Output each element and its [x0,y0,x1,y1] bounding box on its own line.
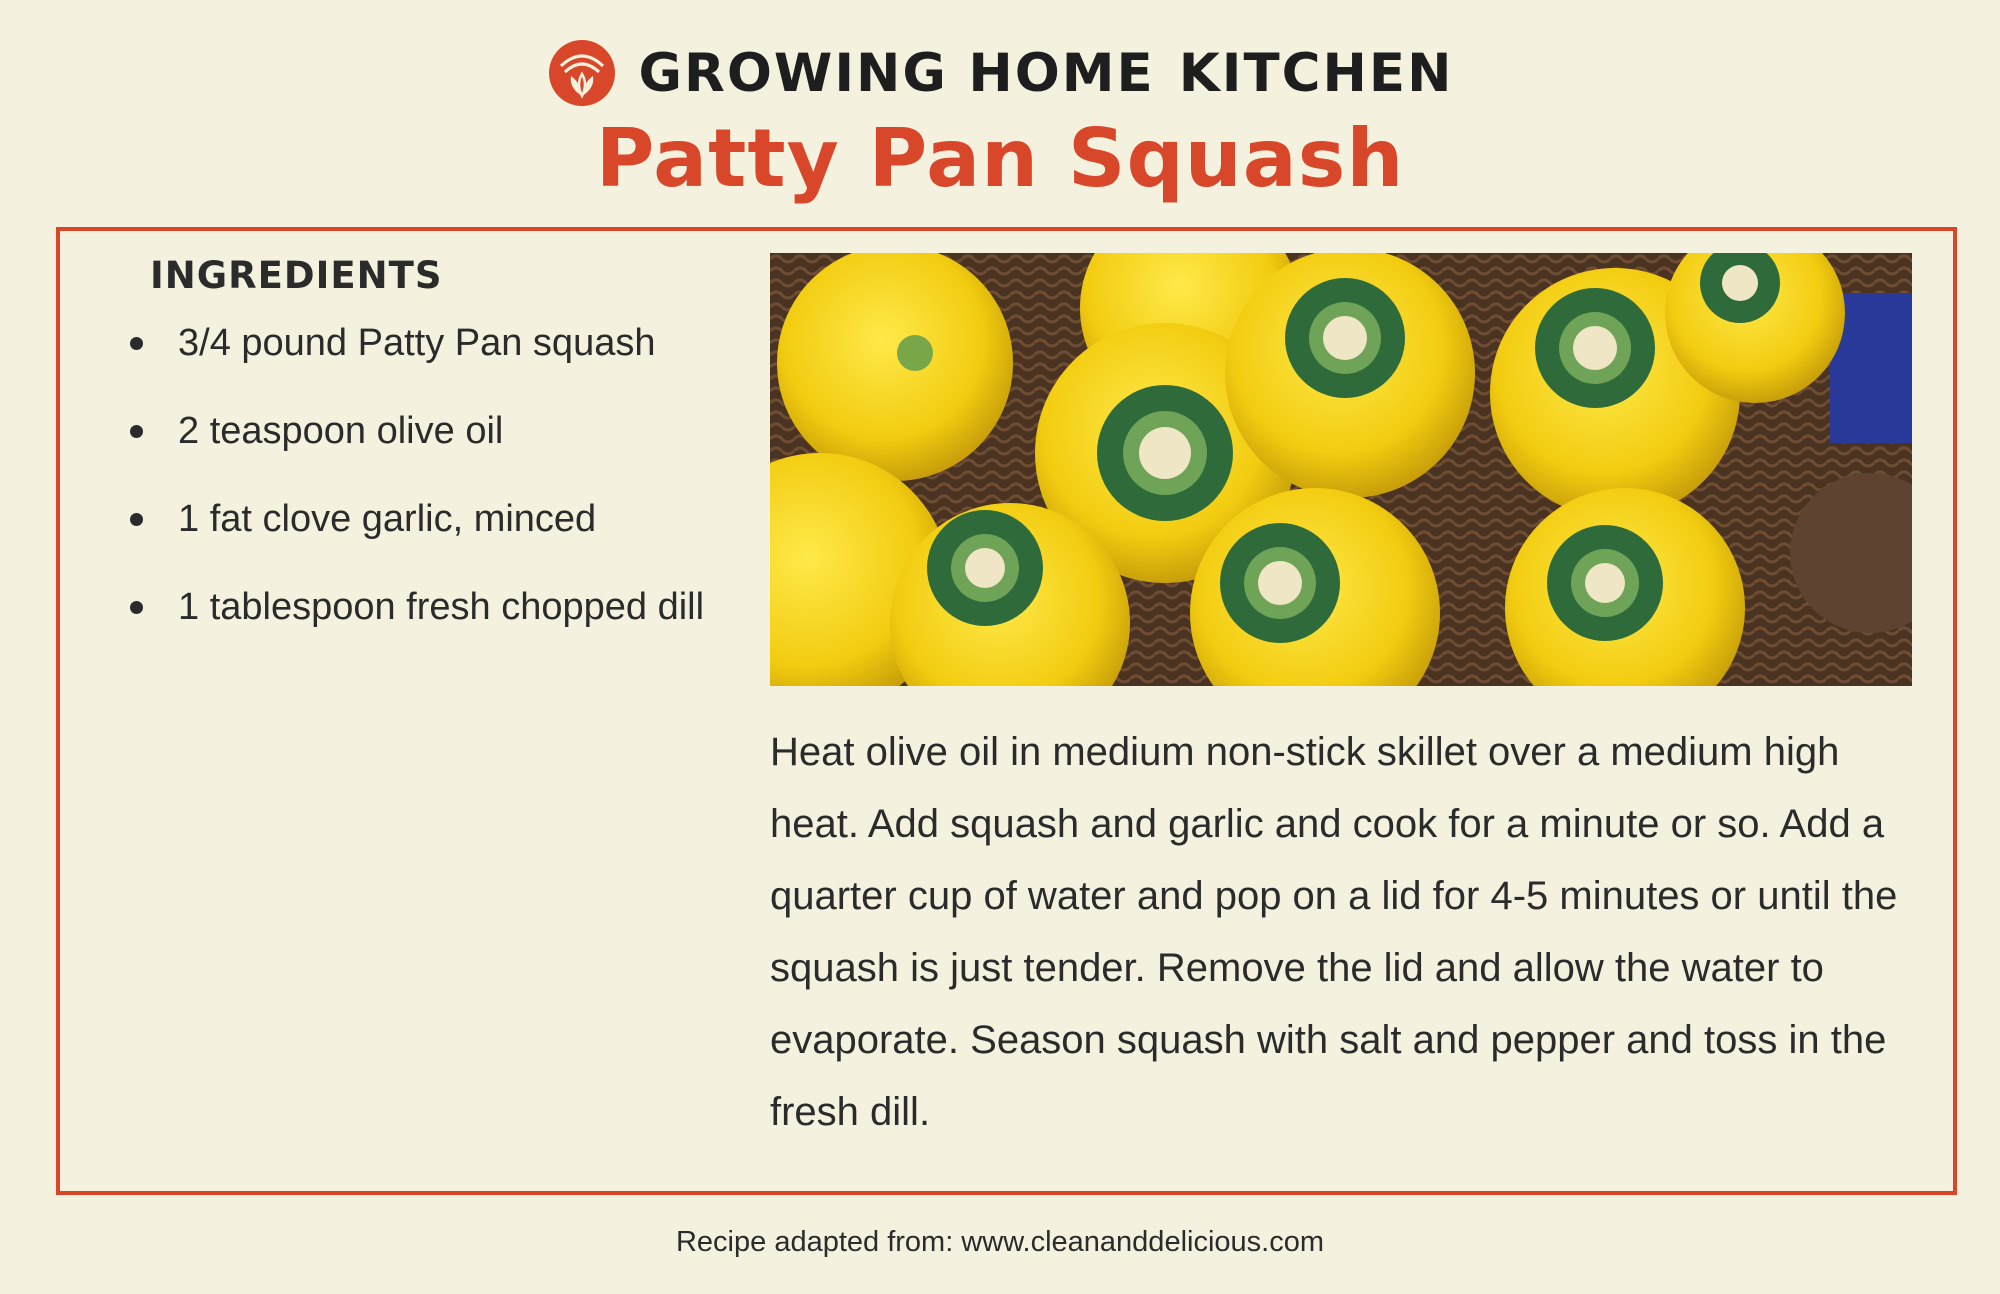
ingredient-item: 1 fat clove garlic, minced [130,494,704,544]
squash-basket-illustration [770,253,1912,686]
ingredient-item: 1 tablespoon fresh chopped dill [130,582,704,632]
ingredient-item: 3/4 pound Patty Pan squash [130,318,704,368]
instructions-text: Heat olive oil in medium non-stick skillet over a medium high heat. Add squash and garlic and cook for a minute or so. Add a quarter cup of water and pop on a lid for 4-5 minutes or until the squash is just tender. Remove the lid and allow the water to evaporate. Season squash with salt and pepper and toss in the fresh dill. [770,730,1898,1134]
brand-name [639,43,1454,104]
patty-pan-squash-photo [770,253,1912,686]
brand-word-growing-home: GROWING HOME [638,42,1155,104]
brand-header [0,38,2000,108]
leaf-sprout-logo-icon [547,38,617,108]
recipe-credit: Recipe adapted from: www.cleananddelicious.com [675,1226,1324,1258]
brand-word-kitchen: KITCHEN [1178,42,1454,104]
ingredients-list [130,318,704,670]
ingredient-item: 2 teaspoon olive oil [130,406,704,456]
ingredients-heading: INGREDIENTS [150,254,443,297]
recipe-title: Patty Pan Squash [595,112,1405,205]
